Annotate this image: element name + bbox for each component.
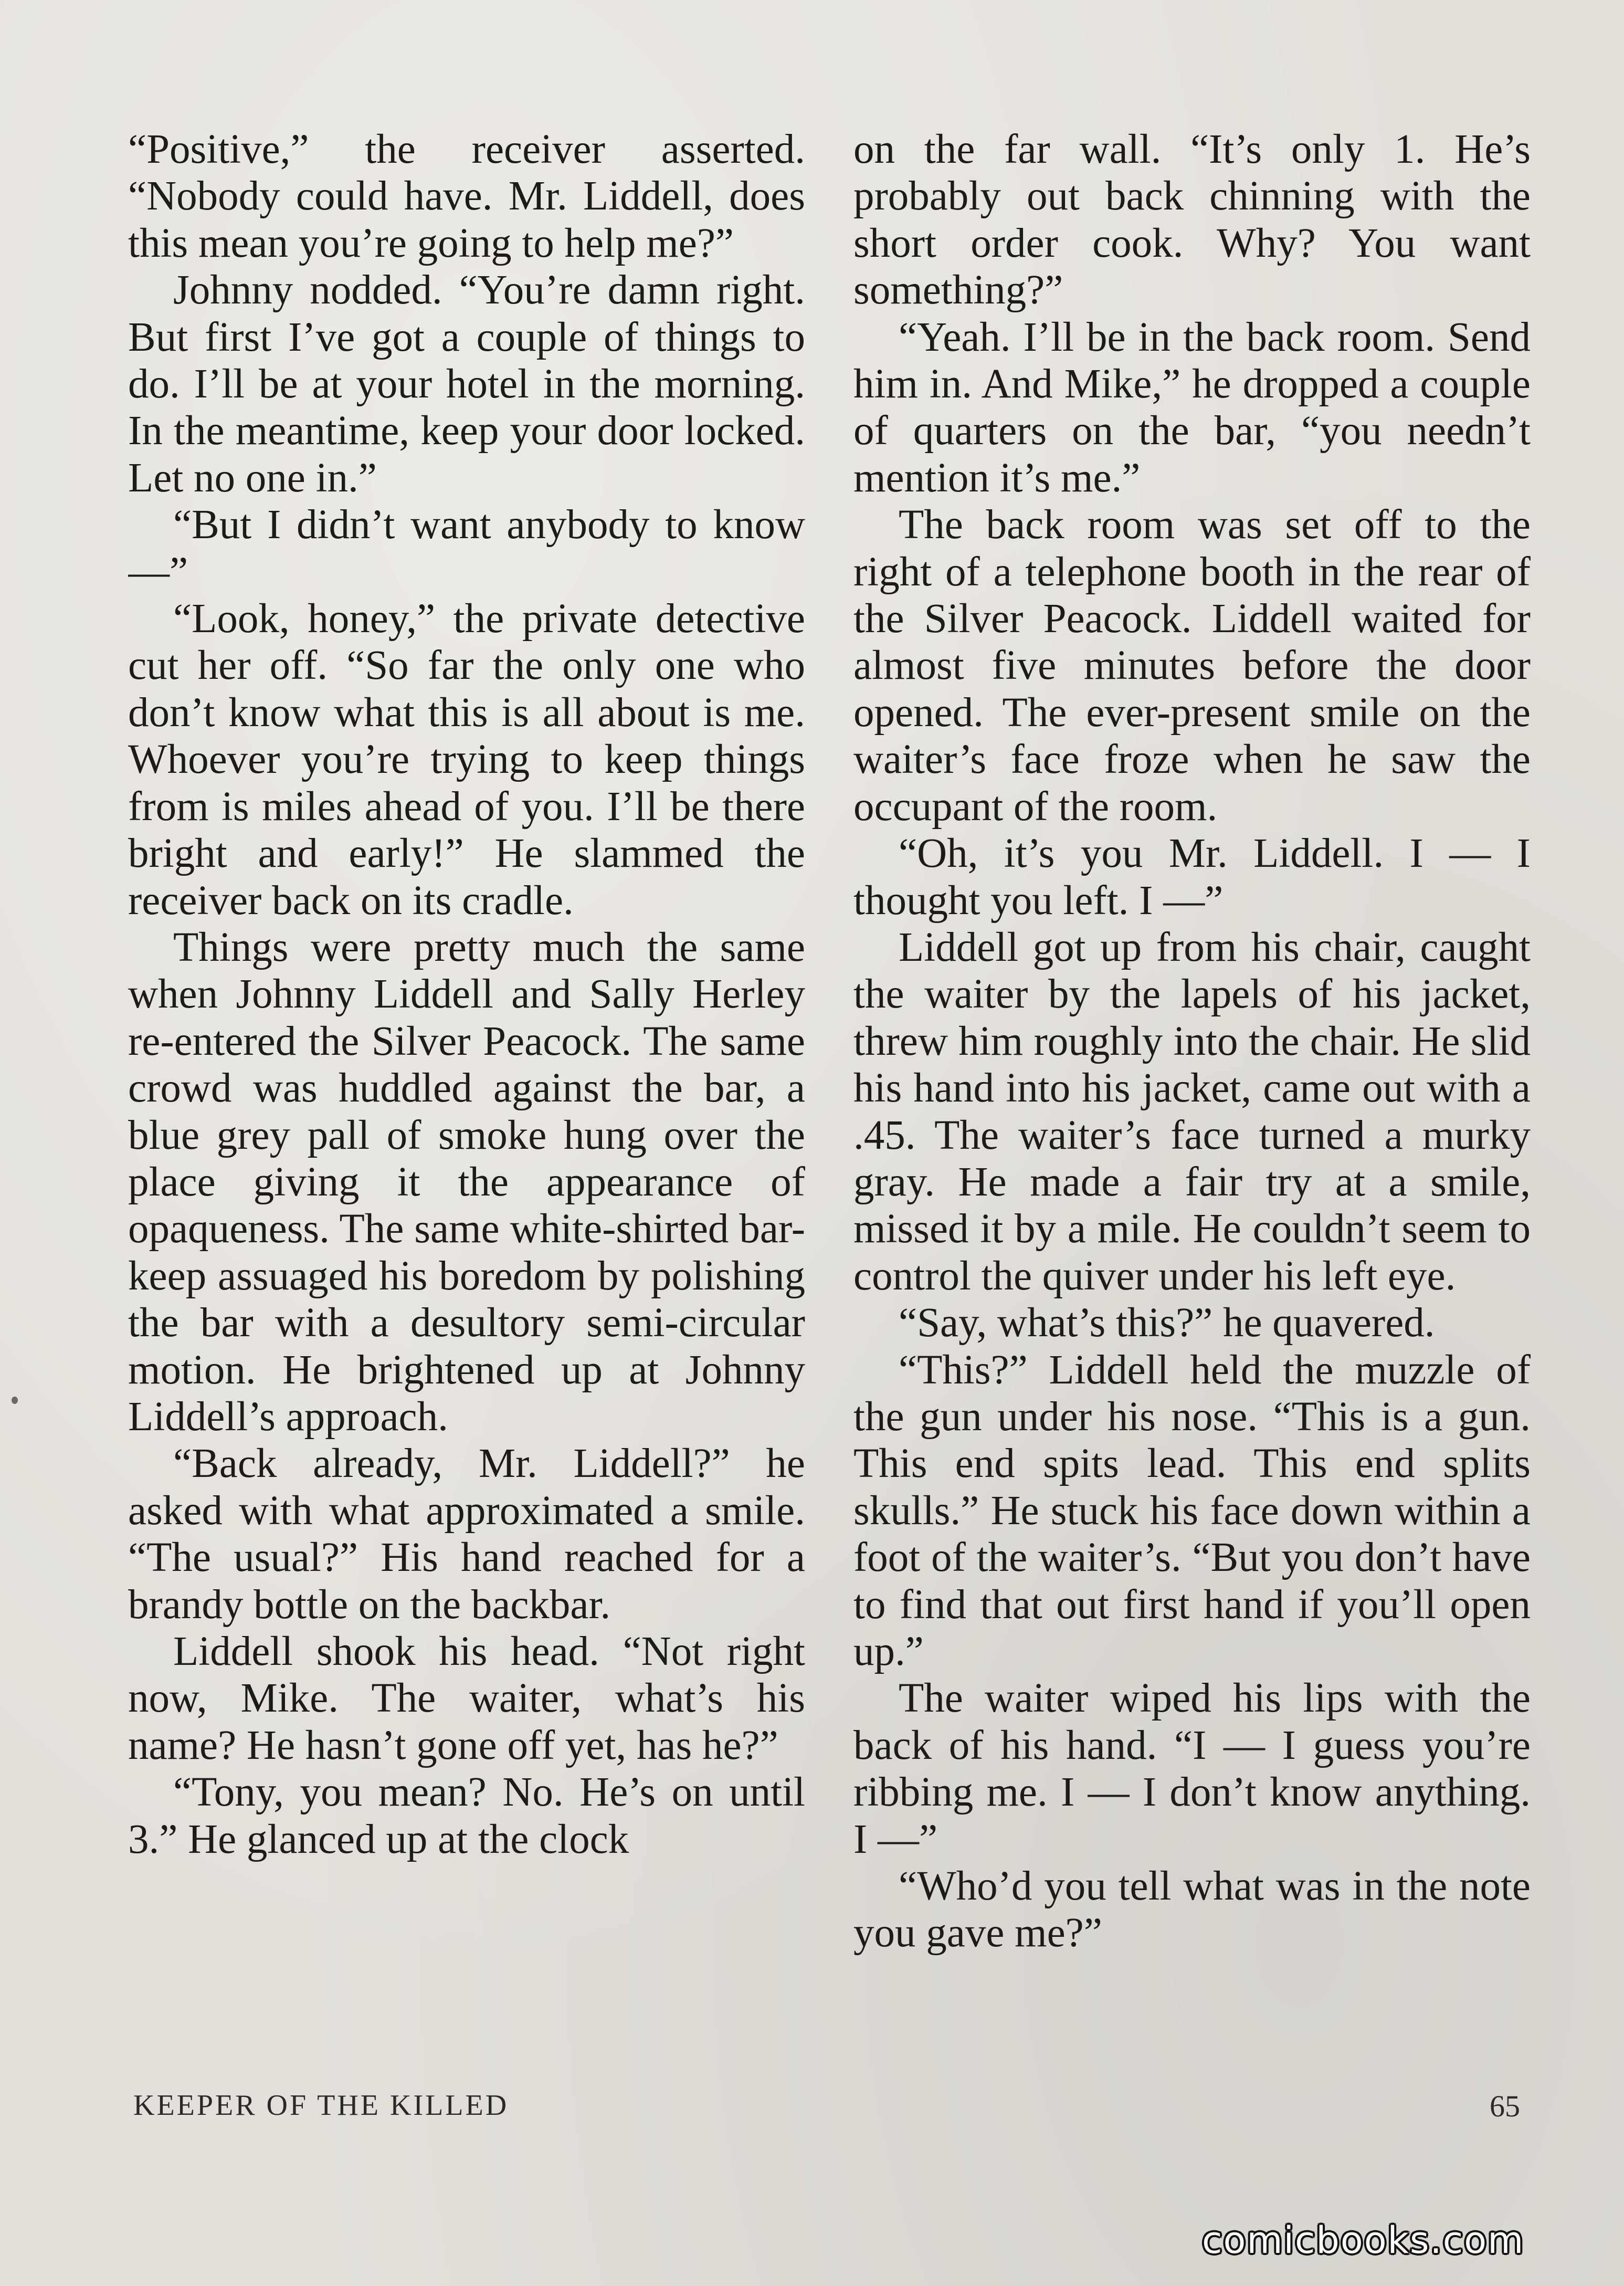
paragraph: “Tony, you mean? No. He’s on until 3.” He glanced up at the clock [128, 1769, 805, 1862]
paragraph: “Back already, Mr. Liddell?” he asked with what approximated a smile. “The usual?” His hand reached for a brandy bottle on the backbar. [128, 1441, 805, 1628]
site-watermark: comicbooks.com [1202, 2219, 1525, 2262]
paragraph: “But I didn’t want anybody to know —” [128, 502, 805, 595]
paragraph: Liddell got up from his chair, caught the waiter by the lapels of his jacket, threw him roughly into the chair. He slid his hand into his jacket, came out with a .45. The waiter’s face turned a murky gray. He made a fair try at a smile, missed it by a mile. He couldn’t seem to control the quiver under his left eye. [853, 924, 1531, 1299]
paragraph: The waiter wiped his lips with the back of his hand. “I — I guess you’re ribbing me. I — I don’t know anything. I —” [853, 1675, 1531, 1862]
running-footer-title: KEEPER OF THE KILLED [133, 2089, 509, 2122]
paragraph: “Yeah. I’ll be in the back room. Send him in. And Mike,” he dropped a couple of quarters on the bar, “you needn’t mention it’s me.” [853, 314, 1531, 501]
paragraph: “Who’d you tell what was in the note you gave me?” [853, 1863, 1531, 1956]
paragraph: The back room was set off to the right of a telephone booth in the rear of the Silver Peacock. Liddell waited for almost five minutes before the door opened. The ever-present smile on the waiter’s face froze when he saw the occupant of the room. [853, 502, 1531, 830]
left-text-column [128, 126, 805, 2042]
paragraph: “Positive,” the receiver asserted. “Nobody could have. Mr. Liddell, does this mean you’re going to help me?” [128, 127, 805, 266]
paragraph: Things were pretty much the same when Johnny Liddell and Sally Herley re-entered the Silver Peacock. The same crowd was huddled against the bar, a blue grey pall of smoke hung over the place giving it the appearance of opaqueness. The same white-shirted bar-keep assuaged his boredom by polishing the bar with a desultory semi-circular motion. He brightened up at Johnny Liddell’s approach. [128, 924, 805, 1440]
paragraph: “Oh, it’s you Mr. Liddell. I — I thought you left. I —” [853, 831, 1531, 924]
right-text-column [853, 126, 1531, 2042]
print-speck [12, 1397, 18, 1404]
paragraph: “This?” Liddell held the muzzle of the gun under his nose. “This is a gun. This end spits lead. This end splits skulls.” He stuck his face down within a foot of the waiter’s. “But you don’t have to find that out first hand if you’ll open up.” [853, 1347, 1531, 1674]
paragraph: Johnny nodded. “You’re damn right. But first I’ve got a couple of things to do. I’ll be at your hotel in the morning. In the meantime, keep your door locked. Let no one in.” [128, 267, 805, 501]
page-number: 65 [1490, 2089, 1520, 2123]
paragraph: on the far wall. “It’s only 1. He’s probably out back chinning with the short order cook. Why? You want something?” [853, 127, 1531, 313]
paragraph: “Look, honey,” the private detective cut her off. “So far the only one who don’t know what this is all about is me. Whoever you’re trying to keep things from is miles ahead of you. I’ll be there bright and early!” He slammed the receiver back on its cradle. [128, 596, 805, 924]
paragraph: Liddell shook his head. “Not right now, Mike. The waiter, what’s his name? He hasn’t gone off yet, has he?” [128, 1629, 805, 1768]
paragraph: “Say, what’s this?” he quavered. [899, 1300, 1435, 1346]
